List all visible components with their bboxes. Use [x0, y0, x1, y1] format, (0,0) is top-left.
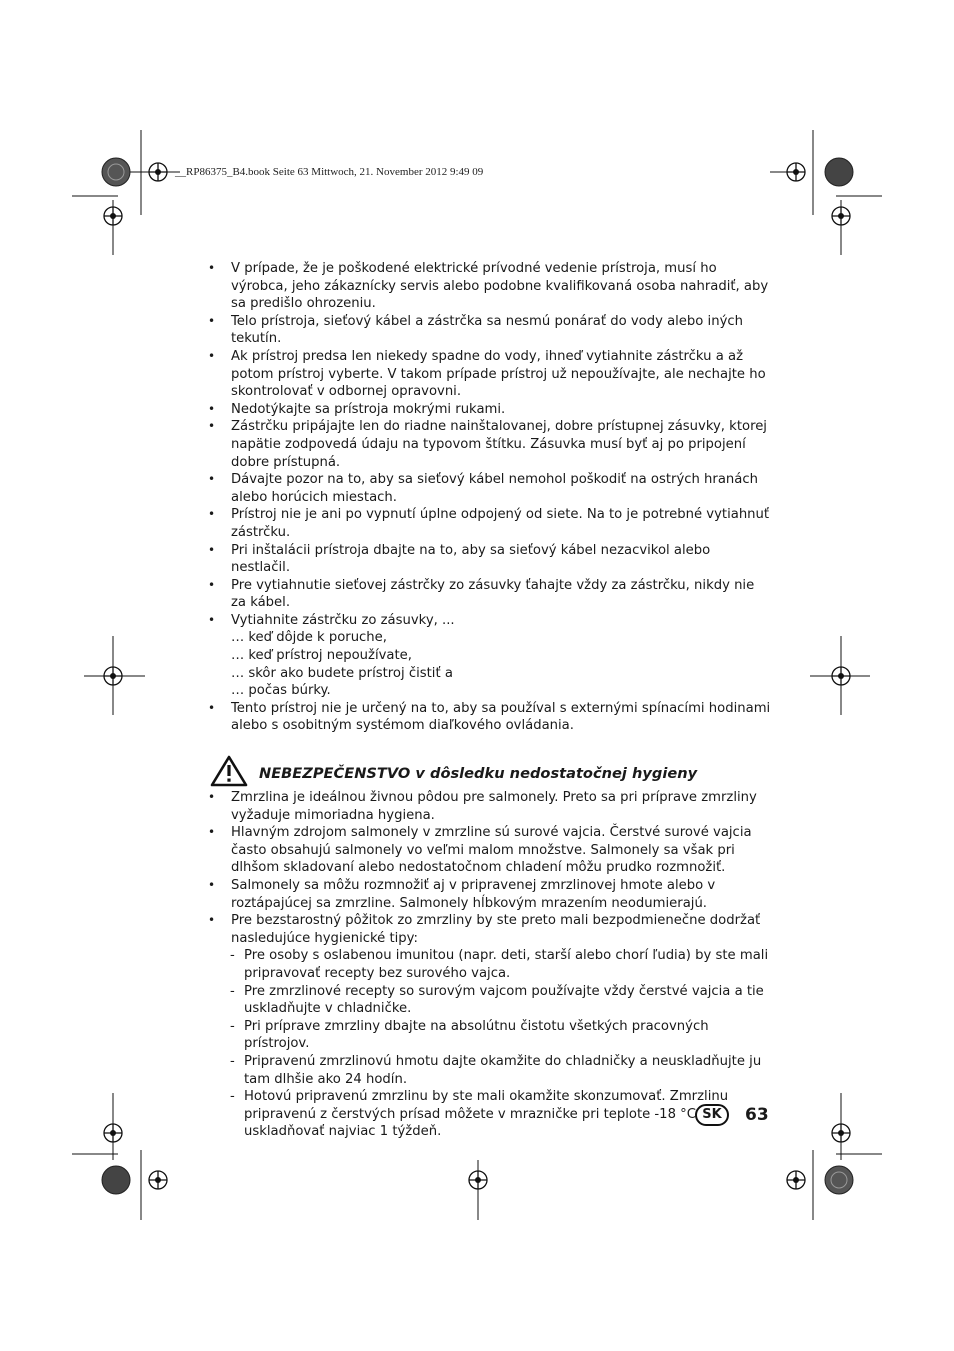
tip-item: - Hotovú pripravenú zmrzlinu by ste mali okamžite skonzumovať. Zmrzlinu pripravenú z čerstvých prísad môžete v mrazničke pri teplote -18 °C uskladňovať najviac 1 týždeň. [230, 1089, 729, 1140]
list-item: • Zástrčku pripájajte len do riadne nainštalovanej, dobre prístupnej zásuvky, ktorej napätie zodpovedá údaju na typovom štítku. Zásuvka musí byť aj po pripojení dobre prístupná. [208, 419, 767, 470]
bullet-icon: • [208, 577, 216, 592]
bullet-icon: • [208, 507, 216, 522]
bullet-icon: • [208, 419, 216, 434]
warning-triangle-icon [210, 755, 248, 787]
warning-title: NEBEZPEČENSTVO v dôsledku nedostatočnej hygieny [259, 765, 698, 783]
list-item-tips: • Pre bezstarostný pôžitok zo zmrzliny by ste preto mali bezpodmienečne dodržať nasledujúce hygienické tipy: [208, 913, 761, 946]
list-item: • Nedotýkajte sa prístroja mokrými rukami. [208, 401, 506, 417]
list-item: • Zmrzlina je ideálnou živnou pôdou pre salmonely. Preto sa pri príprave zmrzliny vyžaduje mimoriadna hygiena. [208, 790, 757, 823]
list-item: • Tento prístroj nie je určený na to, aby sa používal s externými spínacími hodinami alebo s osobitným systémom diaľkového ovládania. [208, 700, 771, 734]
list-item: • Salmonely sa môžu rozmnožiť aj v pripravenej zmrzlinovej hmote alebo v roztápajúcej sa zmrzline. Salmonely hĺbkovým mrazením neodumierajú. [208, 878, 716, 911]
bullet-icon: • [208, 878, 216, 892]
tip-item: - Pre osoby s oslabenou imunitou (napr. deti, starší alebo chorí ľudia) by ste mali pripravovať recepty bez surového vajca. [230, 948, 769, 981]
bullet-icon: • [208, 825, 216, 840]
unplug-case: … skôr ako budete prístroj čistiť a [231, 665, 453, 681]
unplug-case: … keď prístroj nepoužívate, [231, 648, 412, 664]
list-item: • Pri inštalácii prístroja dbajte na to, aby sa sieťový kábel nezacvikol alebo nestlačil. [208, 542, 711, 576]
bullet-icon: • [208, 612, 216, 627]
page-content [206, 260, 772, 1141]
unplug-case: … počas búrky. [231, 683, 331, 699]
bullet-icon: • [208, 542, 216, 557]
unplug-case: … keď dôjde k poruche, [231, 630, 387, 646]
list-item: • Prístroj nie je ani po vypnutí úplne odpojený od siete. Na to je potrebné vytiahnuť zástrčku. [208, 507, 770, 540]
safety-list [206, 260, 772, 735]
hygiene-list [206, 789, 772, 947]
list-item: • Telo prístroja, sieťový kábel a zástrčka sa nesmú ponárať do vody alebo iných tekutín. [208, 313, 743, 347]
list-item: • V prípade, že je poškodené elektrické prívodné vedenie prístroja, musí ho výrobca, jeho zákaznícky servis alebo podobne kvalifikovaná osoba nahradiť, aby sa predišlo ohrozeniu. [208, 261, 769, 312]
page-number: 63 [745, 1105, 769, 1125]
bullet-icon: • [208, 401, 216, 416]
list-item: • Dávajte pozor na to, aby sa sieťový kábel nemohol poškodiť na ostrých hranách alebo horúcich miestach. [208, 472, 758, 505]
list-item: • Pre vytiahnutie sieťovej zástrčky zo zásuvky ťahajte vždy za zástrčku, nikdy nie za kábel. [208, 577, 755, 611]
tip-item: - Pri príprave zmrzliny dbajte na absolútnu čistotu všetkých pracovných prístrojov. [230, 1018, 709, 1052]
list-item: • Ak prístroj predsa len niekedy spadne do vody, ihneď vytiahnite zástrčku a až potom prístroj vyberte. V takom prípade prístroj už nepoužívajte, ale nechajte ho skontrolovať v odbornej opravovni. [208, 348, 766, 400]
print-header-info: __RP86375_B4.book Seite 63 Mittwoch, 21. November 2012 9:49 09 [175, 166, 484, 178]
bullet-icon: • [208, 913, 216, 928]
bullet-icon: • [208, 700, 216, 715]
tip-item: - Pripravenú zmrzlinovú hmotu dajte okamžite do chladničky a neuskladňujte ju tam dlhšie ako 24 hodín. [230, 1053, 762, 1087]
bullet-icon: • [208, 348, 216, 363]
bullet-icon: • [208, 261, 216, 275]
warning-heading [206, 755, 772, 789]
bullet-icon: • [208, 313, 216, 328]
bullet-icon: • [208, 790, 216, 805]
language-badge: SK [695, 1104, 729, 1126]
bullet-icon: • [208, 472, 216, 487]
tips-list [206, 947, 772, 1141]
list-item: • Hlavným zdrojom salmonely v zmrzline sú surové vajcia. Čerstvé surové vajcia často obsahujú salmonely vo veľmi malom množstve. Salmonely sa však pri dlhšom skladovaní alebo nedostatočnom chladení môžu prudko rozmnožiť. [208, 825, 752, 876]
tip-item: - Pre zmrzlinové recepty so surovým vajcom používajte vždy čerstvé vajcia a tie uskladňujte v chladničke. [230, 983, 764, 1017]
list-item-unplug: • Vytiahnite zástrčku zo zásuvky, ... … keď dôjde k poruche, … keď prístroj nepoužívate, … skôr ako budete prístroj čistiť a … počas búrky. [206, 612, 772, 700]
